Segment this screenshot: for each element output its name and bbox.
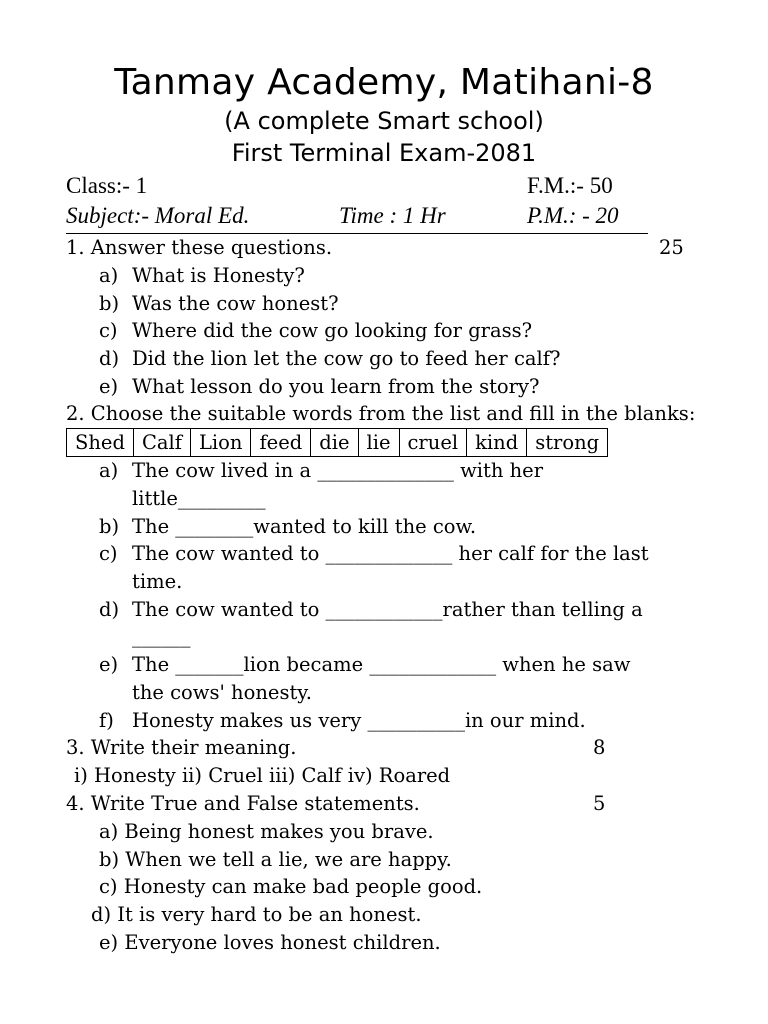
item-letter: c) <box>99 319 118 342</box>
q4-item-c: c) Honesty can make bad people good. <box>99 875 483 898</box>
word-list-table <box>66 428 608 457</box>
item-text: Honesty makes us very __________in our mind. <box>132 709 586 732</box>
question-2-title: 2. Choose the suitable words from the list and fill in the blanks: <box>66 402 696 425</box>
school-tagline: (A complete Smart school) <box>224 107 544 135</box>
item-text: The ________wanted to kill the cow. <box>132 515 477 538</box>
question-1-marks: 25 <box>659 236 684 259</box>
word-cell: cruel <box>399 429 467 457</box>
word-cell: Shed <box>67 429 134 457</box>
school-name: Tanmay Academy, Matihani-8 <box>114 62 654 103</box>
item-text: The cow wanted to ____________rather than telling a <box>132 598 643 621</box>
item-letter: b) <box>99 515 120 538</box>
subject-line <box>66 203 648 234</box>
item-text: Where did the cow go looking for grass? <box>132 319 533 342</box>
item-text: What is Honesty? <box>132 264 305 287</box>
class-label: Class:- 1 <box>66 173 148 198</box>
word-cell: die <box>311 429 358 457</box>
question-4-title: 4. Write True and False statements. <box>66 792 420 815</box>
q4-item-a: a) Being honest makes you brave. <box>99 820 434 843</box>
word-cell: feed <box>251 429 311 457</box>
q2-item-a-continued: little_________ <box>132 487 266 510</box>
item-letter: b) <box>99 292 120 315</box>
q2-item-d-continued: ______ <box>132 625 191 648</box>
word-cell: strong <box>527 429 608 457</box>
item-letter: c) <box>99 542 118 565</box>
word-cell: kind <box>467 429 527 457</box>
word-cell: Calf <box>133 429 190 457</box>
item-letter: d) <box>99 347 120 370</box>
full-marks: F.M.:- 50 <box>527 173 613 198</box>
question-3-words: i) Honesty ii) Cruel iii) Calf iv) Roared <box>74 764 451 787</box>
word-cell: Lion <box>190 429 251 457</box>
exam-title: First Terminal Exam-2081 <box>231 139 537 167</box>
item-letter: f) <box>99 709 114 732</box>
q4-item-e: e) Everyone loves honest children. <box>99 931 441 954</box>
q2-item-c-continued: time. <box>132 570 183 593</box>
item-text: The cow wanted to _____________ her calf for the last <box>132 542 649 565</box>
question-3-title: 3. Write their meaning. <box>66 736 297 759</box>
item-text: What lesson do you learn from the story? <box>132 375 540 398</box>
word-list-row <box>67 429 608 457</box>
item-text: The cow lived in a ______________ with her <box>132 459 544 482</box>
q4-item-d: d) It is very hard to be an honest. <box>91 903 422 926</box>
q4-item-b: b) When we tell a lie, we are happy. <box>99 848 452 871</box>
item-text: The _______lion became _____________ when he saw <box>132 653 631 676</box>
item-text: Did the lion let the cow go to feed her calf? <box>132 347 561 370</box>
item-letter: d) <box>99 598 120 621</box>
pass-marks: P.M.: - 20 <box>527 203 619 228</box>
question-1-title: 1. Answer these questions. <box>66 236 333 259</box>
item-letter: e) <box>99 653 119 676</box>
item-letter: a) <box>99 459 119 482</box>
item-letter: e) <box>99 375 119 398</box>
subject-label: Subject:- Moral Ed. <box>66 203 250 228</box>
question-4-marks: 5 <box>593 792 606 815</box>
word-cell: lie <box>358 429 399 457</box>
time-label: Time : 1 Hr <box>339 203 446 228</box>
q2-item-e-continued: the cows' honesty. <box>132 681 312 704</box>
question-3-marks: 8 <box>593 736 606 759</box>
item-letter: a) <box>99 264 119 287</box>
item-text: Was the cow honest? <box>132 292 339 315</box>
